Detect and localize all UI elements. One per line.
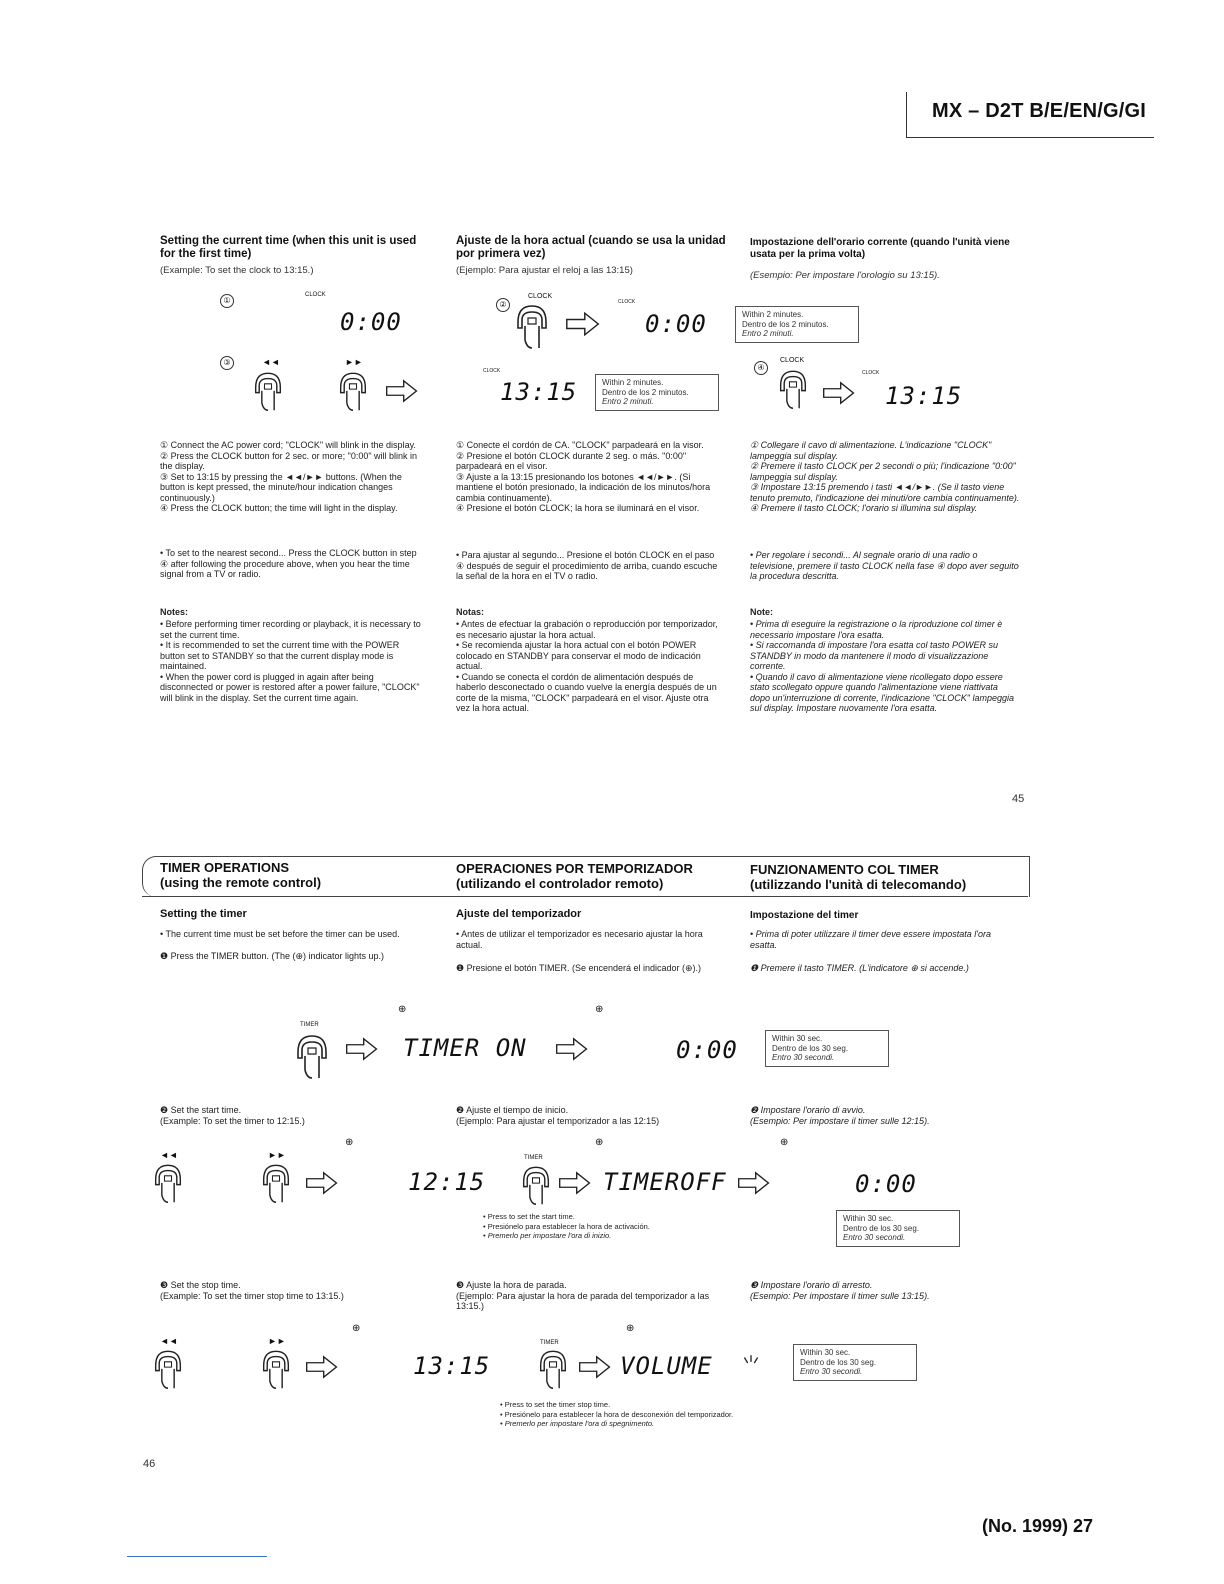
en-step2: ❷ Set the start time. (Example: To set the timer to 12:15.)	[160, 1105, 305, 1126]
es-nearest: • Para ajustar al segundo... Presione el botón CLOCK en el paso ④ después de seguir el procedimiento de arriba, cuando escuche la señal de la hora en el TV o radio.	[456, 550, 718, 581]
arrow-icon	[578, 1354, 612, 1380]
prev-label: ◄◄	[160, 1336, 178, 1346]
it-steps: ① Collegare il cavo di alimentazione. L'indicazione "CLOCK" lampeggia sul display. ② Premere il tasto CLOCK per 2 secondi o più; l'indicazione "0:00" lampeggia sul display. ③ Impostare 13:15 premendo i tasti ◄◄/►►. (Se il tasto viene tenuto premuto, l'indicazione dei minuti/ore cambia continuamente). ④ Premere il tasto CLOCK; l'orario si illumina sul display.	[750, 440, 1020, 513]
es-notes-title: Notas:	[456, 607, 485, 617]
timer-indicator-icon: ⊕	[345, 1137, 354, 1148]
prev-button-hand-icon	[150, 1346, 186, 1390]
next-button-hand-icon	[258, 1346, 294, 1390]
arrow-icon	[385, 378, 419, 404]
es-step1: ❶ Presione el botón TIMER. (Se encenderá el indicador (⊕).)	[456, 963, 702, 973]
arrow-icon	[305, 1170, 339, 1196]
it-pre-note: • Prima di poter utilizzare il timer deve essere impostata l'ora esatta.	[750, 929, 991, 950]
display-1315-blink: 13:15	[413, 1352, 491, 1380]
next-label: ►►	[268, 1150, 286, 1160]
clock-blink-label: CLOCK	[618, 299, 636, 305]
model-number: MX – D2T B/E/EN/G/GI	[932, 100, 1147, 122]
page-number-45: 45	[1012, 793, 1025, 805]
it-step3: ❸ Impostare l'orario di arresto. (Esempio: Per impostare il timer sulle 13:15).	[750, 1280, 930, 1301]
document-number: (No. 1999) 27	[982, 1516, 1094, 1536]
clock-button-hand-icon	[775, 366, 811, 410]
it-nearest: • Per regolare i secondi... Al segnale orario di una radio o televisione, premere il tasto CLOCK nella fase ④ dopo aver seguito la procedura descritta.	[750, 550, 1019, 581]
en-title: Setting the current time (when this unit is used for the first time)	[160, 235, 417, 260]
es-example: (Ejemplo: Para ajustar el reloj a las 13:15)	[456, 265, 633, 276]
clock-blink-label: CLOCK	[305, 292, 326, 298]
arrow-icon	[737, 1170, 771, 1196]
es-notes: • Antes de efectuar la grabación o reproducción por temporizador, es necesario ajustar la hora actual. • Se recomienda ajustar la hora actual con el botón POWER colocado en STANDBY para conservar el modo de indicación actual. • Cuando se conecta el cordón de alimentación después de haberlo desconectado o cuando vuelve la energía después de un corte de la misma, "CLOCK" parpadeará en el visor. Ajuste otra vez la hora actual.	[456, 619, 718, 713]
es-steps: ① Conecte el cordón de CA. "CLOCK" parpadeará en la visor. ② Presione el botón CLOCK durante 2 seg. o más. "0:00" parpadeará en el visor. ③ Ajuste a la 13:15 presionando los botones ◄◄/►►. (Si mantiene el botón presionado, la indicación de los minutos/hora cambia continuamente). ④ Presione el botón CLOCK; la hora se iluminará en el visor.	[456, 440, 711, 513]
it-setting-title: Impostazione del timer	[750, 910, 859, 921]
it-section-head: FUNZIONAMENTO COL TIMER (utilizzando l'unità di telecomando)	[750, 862, 967, 892]
arrow-icon	[565, 310, 601, 338]
step1-marker: ①	[220, 290, 234, 308]
next-button-hand-icon	[258, 1160, 294, 1204]
timer-indicator-icon: ⊕	[595, 1137, 604, 1148]
display-volume: VOLUME	[620, 1352, 713, 1380]
clock-blink-label: CLOCK	[483, 368, 501, 374]
en-section-head: TIMER OPERATIONS (using the remote control)	[160, 860, 322, 890]
display-000-step2: 0:00	[645, 310, 707, 338]
it-example: (Esempio: Per impostare l'orologio su 13:15).	[750, 270, 940, 281]
prev-button-hand-icon	[150, 1160, 186, 1204]
blink-icon	[740, 1354, 762, 1377]
en-steps: ① Connect the AC power cord; "CLOCK" will blink in the display. ② Press the CLOCK button for 2 sec. or more; "0:00" will blink in the display. ③ Set to 13:15 by pressing the ◄◄/►► buttons. (When the button is kept pressed, the minute/hour indication changes continuously.) ④ Press the CLOCK button; the time will light in the display.	[160, 440, 418, 513]
arrow-icon	[555, 1036, 589, 1062]
display-000-blink: 0:00	[676, 1036, 738, 1064]
timer-button-hand-icon	[535, 1346, 571, 1390]
within-2min-box-es: Within 2 minutes. Dentro de los 2 minutos. Entro 2 minuti.	[595, 374, 719, 411]
timer-label: TIMER	[300, 1022, 319, 1028]
display-timer-off: TIMEROFF	[603, 1168, 727, 1196]
es-pre-note: • Antes de utilizar el temporizador es necesario ajustar la hora actual.	[456, 929, 703, 950]
within-30sec-box: Within 30 sec. Dentro de los 30 seg. Entro 30 secondi.	[836, 1210, 960, 1247]
prev-label: ◄◄	[160, 1150, 178, 1160]
timer-button-hand-icon	[518, 1162, 554, 1206]
timer-button-hand-icon	[292, 1030, 332, 1080]
display-000-blink: 0:00	[855, 1170, 917, 1198]
es-section-head: OPERACIONES POR TEMPORIZADOR (utilizando el controlador remoto)	[456, 861, 693, 891]
display-000-step1: 0:00	[340, 308, 402, 336]
stop-time-notes: • Press to set the timer stop time. • Presiónelo para establecer la hora de desconexión del temporizador. • Premerlo per impostare l'ora di spegnimento.	[500, 1400, 734, 1428]
en-notes: • Before performing timer recording or playback, it is necessary to set the current time. • It is recommended to set the current time with the POWER button set to STANDBY so that the current display mode is maintained. • When the power cord is plugged in again after being disconnected or power is restored after a power failure, "CLOCK" will blink in the display. Set the current time again.	[160, 619, 421, 703]
en-setting-title: Setting the timer	[160, 908, 247, 920]
prev-label: ◄◄	[262, 357, 280, 367]
step4-marker: ④	[754, 357, 768, 375]
en-step3: ❸ Set the stop time. (Example: To set the timer stop time to 13:15.)	[160, 1280, 344, 1301]
en-step1: ❶ Press the TIMER button. (The (⊕) indicator lights up.)	[160, 951, 385, 961]
en-pre-note: • The current time must be set before the timer can be used.	[160, 929, 400, 939]
timer-indicator-icon: ⊕	[626, 1323, 635, 1334]
arrow-icon	[822, 380, 856, 406]
header-divider	[906, 92, 907, 138]
within-30sec-box: Within 30 sec. Dentro de los 30 seg. Entro 30 secondi.	[765, 1030, 889, 1067]
timer-indicator-icon: ⊕	[780, 1137, 789, 1148]
en-notes-title: Notes:	[160, 607, 189, 617]
it-step1: ❶ Premere il tasto TIMER. (L'indicatore ⊕ si accende.)	[750, 963, 969, 973]
next-label: ►►	[268, 1336, 286, 1346]
start-time-notes: • Press to set the start time. • Presiónelo para establecer la hora de activación. • Premerlo per impostare l'ora di inizio.	[483, 1212, 650, 1240]
es-setting-title: Ajuste del temporizador	[456, 908, 582, 920]
display-1315-lit: 13:15	[885, 382, 963, 410]
es-step3: ❸ Ajuste la hora de parada. (Ejemplo: Para ajustar la hora de parada del temporizador a las 13:15.)	[456, 1280, 710, 1311]
clock-lit-label: CLOCK	[862, 370, 880, 376]
timer-indicator-icon: ⊕	[398, 1004, 407, 1015]
next-button-hand-icon	[335, 368, 371, 412]
footer-link-line	[127, 1556, 267, 1557]
prev-button-hand-icon	[250, 368, 286, 412]
it-title: Impostazione dell'orario corrente (quando l'unità viene usata per la prima volta)	[750, 237, 1010, 260]
display-1215-blink: 12:15	[408, 1168, 486, 1196]
page-number-46: 46	[143, 1458, 156, 1470]
es-title: Ajuste de la hora actual (cuando se usa la unidad por primera vez)	[456, 235, 726, 260]
arrow-icon	[305, 1354, 339, 1380]
clock-button-hand-icon	[512, 300, 552, 350]
display-1315-blink: 13:15	[500, 378, 578, 406]
arrow-icon	[345, 1036, 379, 1062]
timer-indicator-icon: ⊕	[352, 1323, 361, 1334]
header-underline	[906, 137, 1154, 138]
timer-header-underline	[142, 896, 1028, 897]
within-30sec-box: Within 30 sec. Dentro de los 30 seg. Entro 30 secondi.	[793, 1344, 917, 1381]
en-nearest: • To set to the nearest second... Press the CLOCK button in step ④ after following the procedure above, when you hear the time signal from a TV or radio.	[160, 548, 417, 579]
arrow-icon	[558, 1170, 592, 1196]
timer-label: TIMER	[524, 1155, 543, 1161]
it-notes: • Prima di eseguire la registrazione o la riproduzione col timer è necessario impostare l'ora esatta. • Si raccomanda di impostare l'ora esatta col tasto POWER su STANDBY in modo da mantenere il modo di visualizzazione corrente. • Quando il cavo di alimentazione viene ricollegato dopo essere stato scollegato oppure quando l'alimentazione viene riattivata dopo un'interruzione di corrente, l'indicazione "CLOCK" lampeggia sul display. Impostare nuovamente l'ora esatta.	[750, 619, 1014, 713]
en-example: (Example: To set the clock to 13:15.)	[160, 265, 314, 276]
within-2min-box-it: Within 2 minutes. Dentro de los 2 minutos. Entro 2 minuti.	[735, 306, 859, 343]
clock-label-step4: CLOCK	[780, 357, 805, 364]
next-label: ►►	[345, 357, 363, 367]
step3-marker: ③	[220, 352, 234, 370]
step2-marker: ②	[496, 294, 510, 312]
timer-indicator-icon: ⊕	[595, 1004, 604, 1015]
timer-label: TIMER	[540, 1340, 559, 1346]
it-step2: ❷ Impostare l'orario di avvio. (Esempio: Per impostare il timer sulle 12:15).	[750, 1105, 930, 1126]
it-notes-title: Note:	[750, 607, 773, 617]
clock-label-step2: CLOCK	[528, 293, 553, 300]
display-timer-on: TIMER ON	[403, 1034, 527, 1062]
es-step2: ❷ Ajuste el tiempo de inicio. (Ejemplo: Para ajustar el temporizador a las 12:15)	[456, 1105, 660, 1126]
